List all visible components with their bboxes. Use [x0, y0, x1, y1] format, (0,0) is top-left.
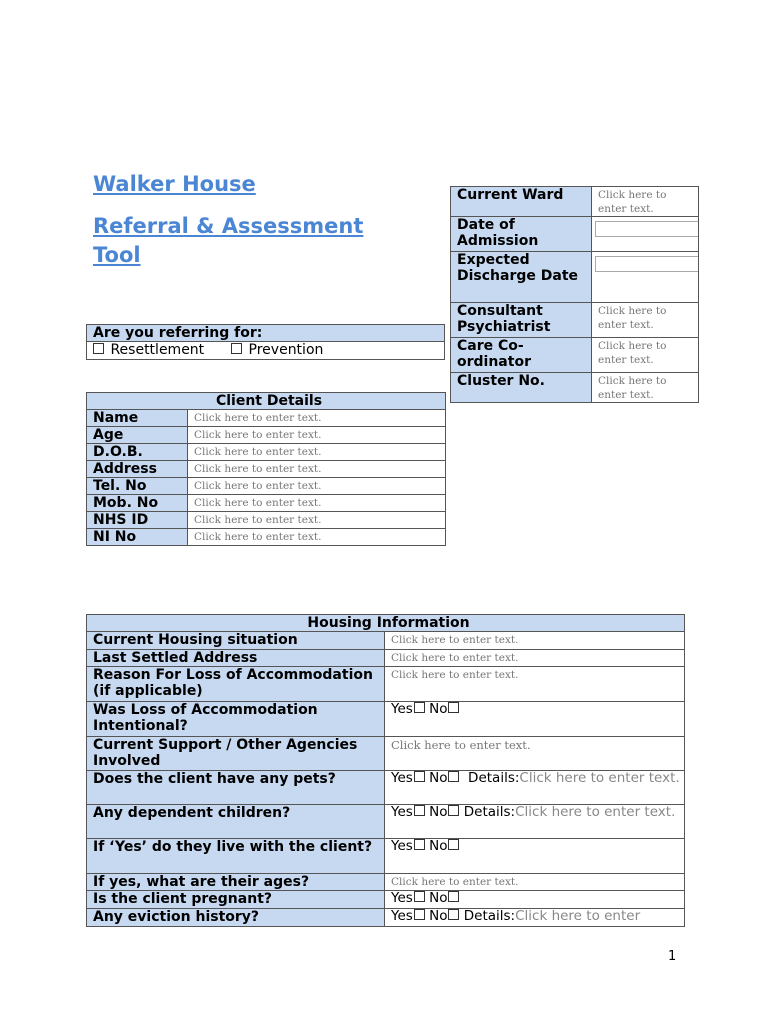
dob-label: D.O.B.: [87, 444, 188, 461]
no-label: No: [429, 838, 448, 854]
admission-value[interactable]: [592, 217, 699, 252]
housing-situation-value[interactable]: Click here to enter text.: [385, 632, 685, 650]
resettlement-checkbox[interactable]: [93, 343, 104, 354]
yes-label: Yes: [391, 890, 413, 906]
eviction-value: [385, 909, 685, 927]
name-value[interactable]: Click here to enter text.: [188, 410, 446, 427]
prevention-checkbox[interactable]: [231, 343, 242, 354]
nhs-label: NHS ID: [87, 512, 188, 529]
admission-date-input[interactable]: [595, 221, 699, 237]
coordinator-label: Care Co-ordinator: [451, 338, 592, 373]
tel-label: Tel. No: [87, 478, 188, 495]
discharge-label: Expected Discharge Date: [451, 252, 592, 303]
loss-intentional-label: Was Loss of Accommodation Intentional?: [87, 702, 385, 737]
discharge-value[interactable]: [592, 252, 699, 303]
housing-header: Housing Information: [87, 615, 685, 632]
dob-value[interactable]: Click here to enter text.: [188, 444, 446, 461]
client-details-header: Client Details: [87, 393, 446, 410]
ward-table: [450, 186, 699, 403]
children-ages-value[interactable]: Click here to enter text.: [385, 874, 685, 891]
yes-label: Yes: [391, 804, 413, 820]
pets-details-input[interactable]: Click here to enter text.: [519, 770, 680, 786]
no-checkbox[interactable]: [448, 702, 459, 713]
yes-checkbox[interactable]: [414, 805, 425, 816]
pets-value: [385, 771, 685, 805]
no-checkbox[interactable]: [448, 771, 459, 782]
age-value[interactable]: Click here to enter text.: [188, 427, 446, 444]
prevention-label: Prevention: [248, 342, 324, 358]
ni-value[interactable]: Click here to enter text.: [188, 529, 446, 546]
pregnant-value: [385, 891, 685, 909]
yes-label: Yes: [391, 701, 413, 717]
referring-table: [86, 324, 445, 360]
settled-address-value[interactable]: Click here to enter text.: [385, 650, 685, 667]
ward-value[interactable]: Click here to enter text.: [592, 187, 699, 217]
cluster-value[interactable]: Click here to enter text.: [592, 373, 699, 403]
details-label: Details:: [463, 804, 516, 820]
nhs-value[interactable]: Click here to enter text.: [188, 512, 446, 529]
yes-checkbox[interactable]: [414, 909, 425, 920]
housing-table: [86, 614, 685, 927]
referring-question: Are you referring for:: [87, 325, 445, 342]
eviction-details-input[interactable]: Click here to enter: [515, 908, 641, 924]
psychiatrist-value[interactable]: Click here to enter text.: [592, 303, 699, 338]
address-label: Address: [87, 461, 188, 478]
no-label: No: [429, 908, 448, 924]
psychiatrist-label: Consultant Psychiatrist: [451, 303, 592, 338]
discharge-date-input[interactable]: [595, 256, 699, 272]
yes-checkbox[interactable]: [414, 702, 425, 713]
yes-label: Yes: [391, 770, 413, 786]
ward-label: Current Ward: [451, 187, 592, 217]
mob-label: Mob. No: [87, 495, 188, 512]
no-checkbox[interactable]: [448, 909, 459, 920]
details-label: Details:: [463, 908, 516, 924]
settled-address-label: Last Settled Address: [87, 650, 385, 667]
no-label: No: [429, 890, 448, 906]
no-label: No: [429, 701, 448, 717]
children-details-input[interactable]: Click here to enter text.: [515, 804, 676, 820]
yes-checkbox[interactable]: [414, 771, 425, 782]
mob-value[interactable]: Click here to enter text.: [188, 495, 446, 512]
tel-value[interactable]: Click here to enter text.: [188, 478, 446, 495]
title-tool: Tool: [93, 243, 141, 267]
children-ages-label: If yes, what are their ages?: [87, 874, 385, 891]
children-label: Any dependent children?: [87, 805, 385, 839]
current-support-value[interactable]: Click here to enter text.: [385, 737, 685, 771]
no-checkbox[interactable]: [448, 891, 459, 902]
loss-reason-label: Reason For Loss of Accommodation (if applicable): [87, 667, 385, 702]
no-checkbox[interactable]: [448, 839, 459, 850]
coordinator-value[interactable]: Click here to enter text.: [592, 338, 699, 373]
name-label: Name: [87, 410, 188, 427]
pets-label: Does the client have any pets?: [87, 771, 385, 805]
loss-intentional-value: [385, 702, 685, 737]
loss-reason-value[interactable]: Click here to enter text.: [385, 667, 685, 702]
admission-label: Date of Admission: [451, 217, 592, 252]
live-with-client-value: [385, 839, 685, 874]
current-support-label: Current Support / Other Agencies Involved: [87, 737, 385, 771]
resettlement-label: Resettlement: [110, 342, 205, 358]
no-label: No: [429, 804, 448, 820]
pregnant-label: Is the client pregnant?: [87, 891, 385, 909]
age-label: Age: [87, 427, 188, 444]
cluster-label: Cluster No.: [451, 373, 592, 403]
referring-options: [87, 342, 445, 360]
yes-checkbox[interactable]: [414, 839, 425, 850]
client-details-table: [86, 392, 446, 546]
eviction-label: Any eviction history?: [87, 909, 385, 927]
housing-situation-label: Current Housing situation: [87, 632, 385, 650]
title-walker-house: Walker House: [93, 172, 256, 196]
yes-label: Yes: [391, 838, 413, 854]
live-with-client-label: If ‘Yes’ do they live with the client?: [87, 839, 385, 874]
no-checkbox[interactable]: [448, 805, 459, 816]
yes-label: Yes: [391, 908, 413, 924]
title-referral: Referral & Assessment: [93, 214, 364, 238]
page-number: 1: [668, 949, 677, 964]
details-label: Details:: [468, 770, 520, 786]
address-value[interactable]: Click here to enter text.: [188, 461, 446, 478]
children-value: [385, 805, 685, 839]
no-label: No: [429, 770, 448, 786]
yes-checkbox[interactable]: [414, 891, 425, 902]
ni-label: NI No: [87, 529, 188, 546]
